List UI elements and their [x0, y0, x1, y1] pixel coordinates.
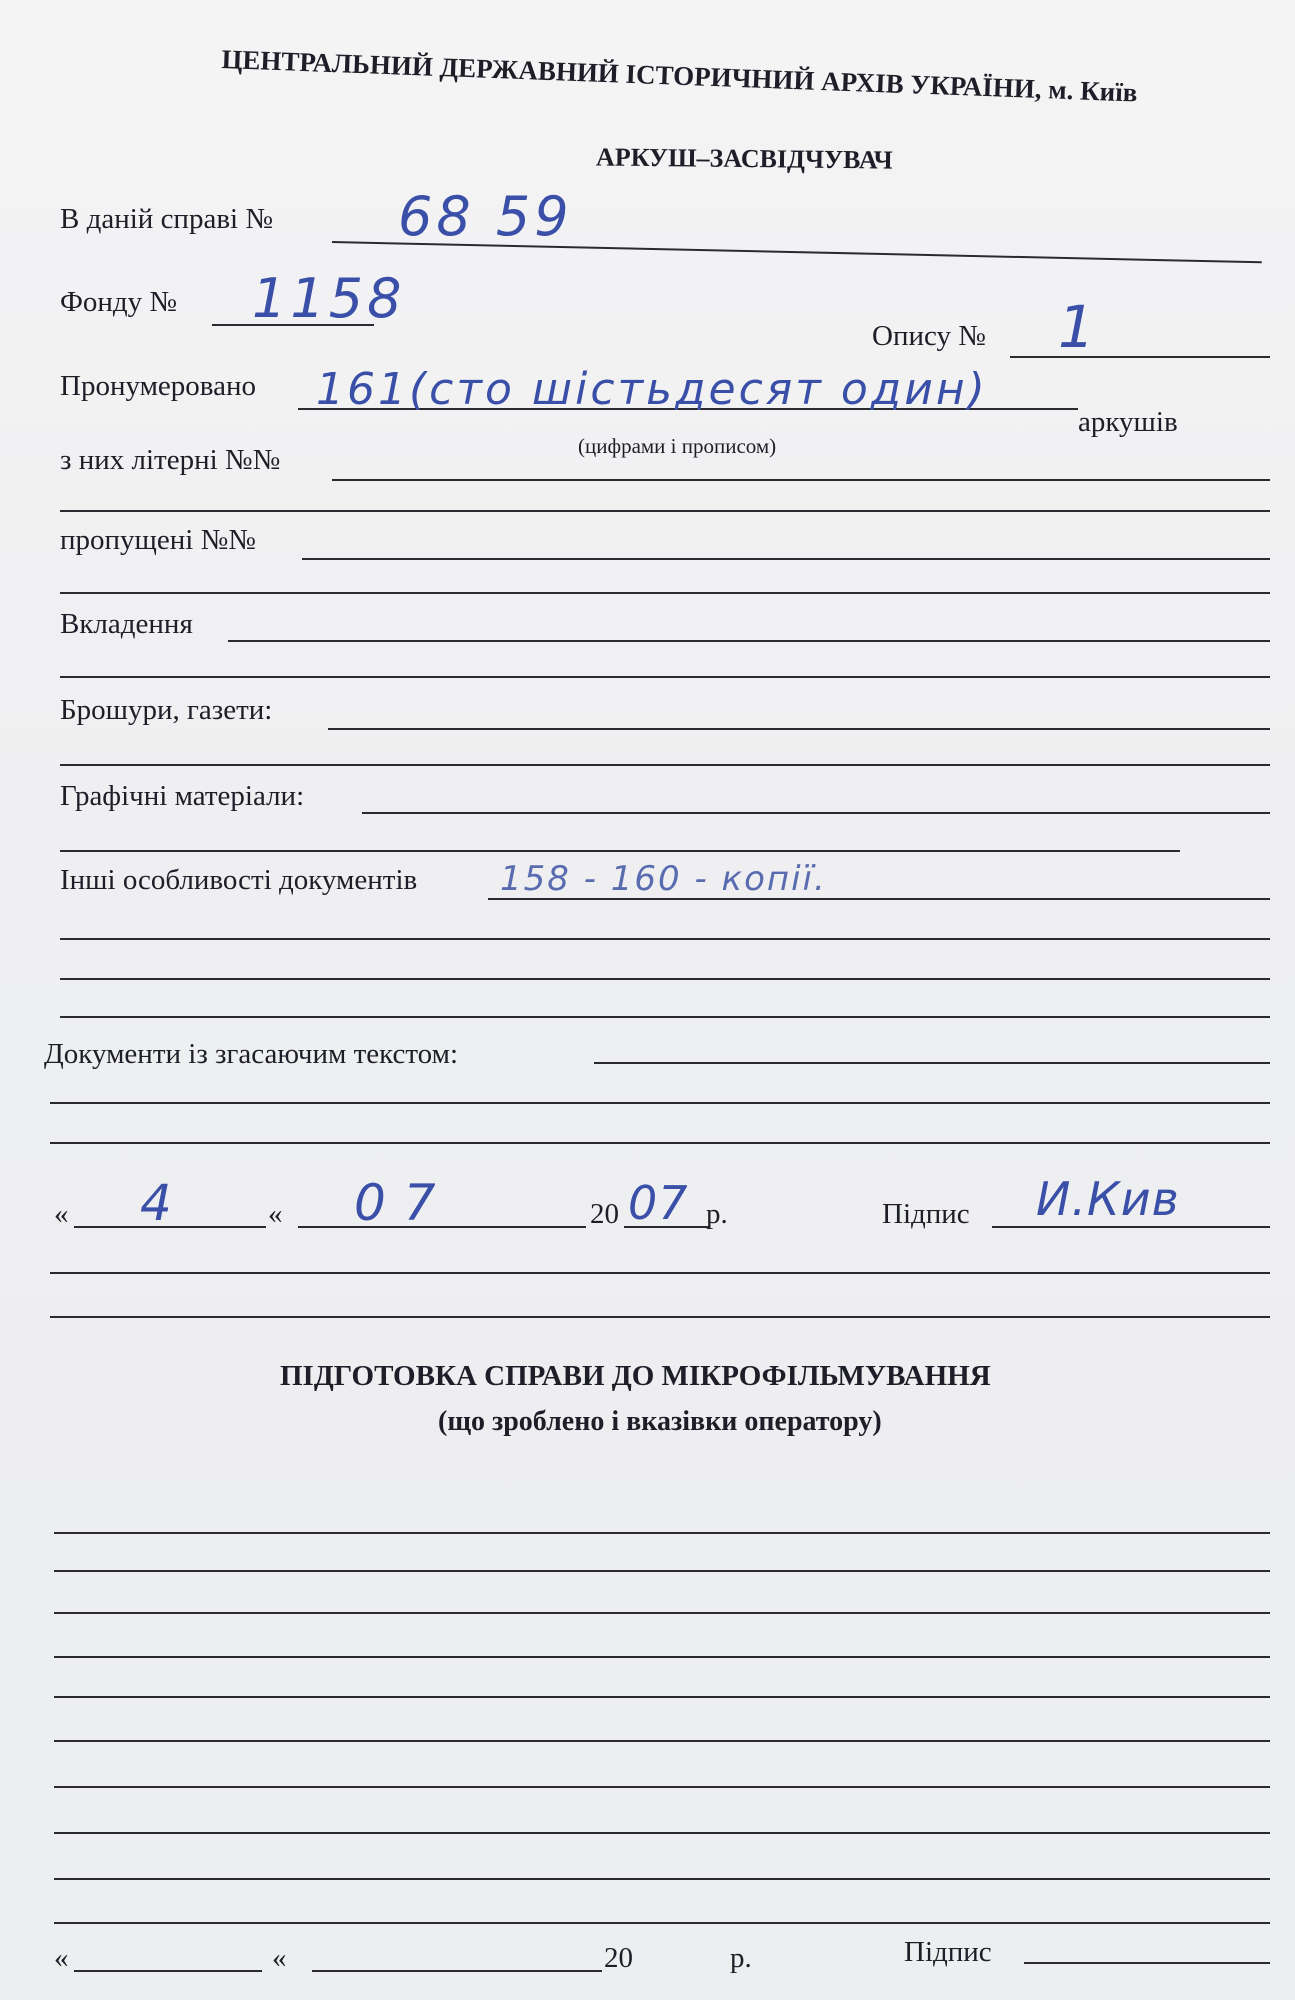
- prep-line-1: [54, 1532, 1270, 1534]
- prep-line-4: [54, 1656, 1270, 1658]
- prep-line-6: [54, 1740, 1270, 1742]
- brochures-line-2: [60, 764, 1270, 766]
- prep-year-prefix: 20: [604, 1942, 633, 1974]
- prep-signature-label: Підпис: [904, 1936, 992, 1968]
- brochures-line: [328, 728, 1270, 730]
- faded-documents-line: [594, 1062, 1270, 1064]
- after-date-line-1: [50, 1272, 1270, 1274]
- prep-month-line: [312, 1970, 602, 1972]
- skipped-numbers-line: [302, 558, 1270, 560]
- other-features-line-2: [60, 938, 1270, 940]
- numbered-suffix: аркушів: [1078, 406, 1178, 438]
- numbered-value: 161(сто шістьдесят один): [316, 364, 988, 415]
- brochures-label: Брошури, газети:: [60, 694, 273, 726]
- fund-label: Фонду №: [60, 286, 178, 318]
- graphic-materials-line-2: [60, 850, 1180, 852]
- graphic-materials-label: Графічні матеріали:: [60, 780, 305, 812]
- other-features-label: Інші особливості документів: [60, 864, 418, 896]
- date-day-value: 4: [140, 1174, 176, 1232]
- prep-line-2: [54, 1570, 1270, 1572]
- date-year-value: 07: [628, 1176, 689, 1230]
- numbered-label: Пронумеровано: [60, 370, 257, 402]
- faded-documents-line-3: [50, 1142, 1270, 1144]
- prep-subtitle: (що зроблено і вказівки оператору): [438, 1406, 882, 1437]
- other-features-line-4: [60, 1016, 1270, 1018]
- prep-title: ПІДГОТОВКА СПРАВИ ДО МІКРОФІЛЬМУВАННЯ: [280, 1360, 991, 1392]
- case-number-value: 68 59: [398, 185, 573, 248]
- prep-open-quote-1: «: [54, 1942, 69, 1974]
- fund-number-value: 1158: [252, 267, 406, 330]
- letter-numbers-label: з них літерні №№: [60, 444, 281, 476]
- inventory-label: Опису №: [872, 320, 986, 352]
- skipped-numbers-line-2: [60, 592, 1270, 594]
- institution-header: ЦЕНТРАЛЬНИЙ ДЕРЖАВНИЙ ІСТОРИЧНИЙ АРХІВ УКРАЇНИ, м. Київ: [220, 44, 1138, 108]
- prep-signature-line: [1024, 1962, 1270, 1964]
- inventory-line: [1010, 356, 1270, 358]
- date-year-prefix: 20: [590, 1198, 619, 1230]
- prep-line-8: [54, 1832, 1270, 1834]
- graphic-materials-line: [362, 812, 1270, 814]
- inserts-line: [228, 640, 1270, 642]
- faded-documents-label: Документи із згасаючим текстом:: [44, 1038, 459, 1070]
- inserts-label: Вкладення: [60, 608, 193, 640]
- inventory-number-value: 1: [1058, 293, 1099, 361]
- after-date-line-2: [50, 1316, 1270, 1318]
- inserts-line-2: [60, 676, 1270, 678]
- other-features-value: 158 - 160 - копії.: [500, 859, 827, 899]
- prep-line-7: [54, 1786, 1270, 1788]
- date-open-quote-1: «: [54, 1198, 69, 1230]
- letter-numbers-line: [332, 479, 1270, 481]
- prep-day-line: [74, 1970, 262, 1972]
- date-year-suffix: р.: [706, 1198, 728, 1230]
- prep-line-5: [54, 1696, 1270, 1698]
- prep-line-9: [54, 1878, 1270, 1880]
- sheet-title: АРКУШ–ЗАСВІДЧУВАЧ: [595, 142, 893, 175]
- skipped-numbers-label: пропущені №№: [60, 524, 256, 556]
- prep-line-10: [54, 1922, 1270, 1924]
- signature-value: И.Кив: [1036, 1172, 1180, 1226]
- faded-documents-line-2: [50, 1102, 1270, 1104]
- signature-line: [992, 1226, 1270, 1228]
- date-open-quote-2: «: [268, 1198, 283, 1230]
- case-label: В даній справі №: [60, 203, 273, 235]
- other-features-line-3: [60, 978, 1270, 980]
- numbered-hint: (цифрами і прописом): [578, 434, 777, 458]
- prep-year-suffix: р.: [730, 1942, 752, 1974]
- letter-numbers-line-2: [60, 510, 1270, 512]
- signature-label: Підпис: [882, 1198, 970, 1230]
- prep-line-3: [54, 1612, 1270, 1614]
- prep-open-quote-2: «: [272, 1942, 287, 1974]
- date-month-value: 07: [354, 1174, 454, 1232]
